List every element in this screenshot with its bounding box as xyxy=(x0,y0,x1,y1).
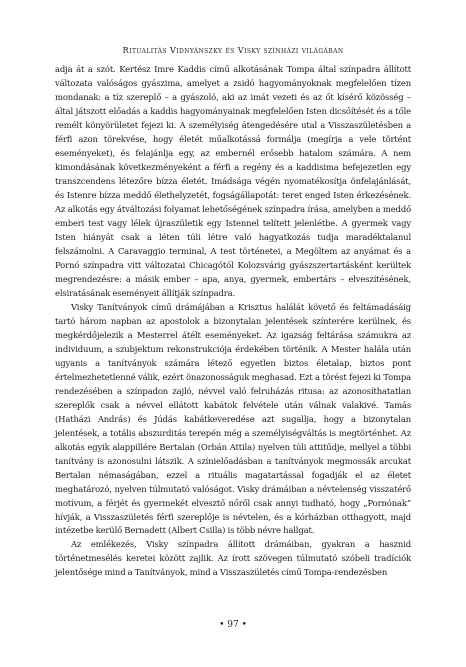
page-number: • 97 • xyxy=(219,620,247,630)
body-text xyxy=(55,63,411,580)
paragraph: Visky Tanítványok című drámájában a Krisztus halálát követő és feltámadásáig tartó három napban az apostolok a bizonytalan jelentések színterére kerülnek, és megkérdőjelezik a Mesterrel átélt eseményeket. Az igazság feltárása számukra az individuum, a szubjektum rekonstrukciója érdekében történik. A Mester halála után ugyanis a tanítványok számára létező egyetlen biztos életalap, biztos pont értelmezhetetlenné válik, ezért önazonosságuk meghasad. Ezt a törést fejezi ki Tompa rendezésében a színpadon zajló, névvel való felruházás ritusa: az azonosíthatatlan szereplők csak a névvel ellátott kabátok felvétele után válnak valakivé. Tamás (Hatházi András) és Júdás kabátkeveredése azt sugallja, hogy a bizonytalan jelentések, a totális abszurditás terepén még a személyiségváltás is megtörténhet. Az alkotás egyik alappillére Bertalan (Orbán Attila) nyelven túli attitűdje, mellyel a többi tanítvány is azonosulni látszik. A színielőadásban a tanítványok megmossák arcukat Bertalan némaságában, ezzel a rituális magatartással fogadják el az életet meghatározó, nyelven túlmutató valóságot. Visky drámáiban a névtelenség visszatérő motívum, a férjét és gyermekét elvesztő nőről csak annyi tudható, hogy „Pornónak” hívják, a Visszaszületés férfi szereplője is névtelen, és a kórházban otthagyott, majd intézetbe kerülő Bernadett (Albert Csilla) is több névre hallgat. xyxy=(55,301,411,536)
paragraph: Az emlékezés, Visky színpadra állított drámáiban, gyakran a hasznid történetmesélés keretei között zajlik. Az írott szövegen túlmutató szóbeli tradíciók jelentősége mind a Tanítványok, mind a Visszaszületés című Tompa-rendezésben xyxy=(55,539,411,578)
paragraph: adja át a szót. Kertész Imre Kaddis című alkotásának Tompa által színpadra állított változata valóságos gyászima, amelyet a zsidó hagyományoknak megfelelően tízen mondanak: a tíz szereplő – a gyászoló, aki az imát vezeti és az őt kísérő közösség – által játszott előadás a kaddis hagyományainak megfelelően Isten dicsőítését és a tőle remélt könyörületet fejezi ki. A személyiség átengedésére utal a Visszaszületésben a férfi azon törekvése, hogy életét műalkotássá formálja (megírja a vele történt eseményeket), és felajánlja egy, az embernél erősebb hatalom számára. A nem kimondásának következményeként a férfi a regény és a kaddisima befejezetlen egy transzcendens létezőre bízza életét. Imádsága végén nyomatékosítja önfelajánlását, és Istenre bízza meddő élethelyzetét, fogságállapotát: teret enged Isten érkezésének. Az alkotás egy átváltozási folyamat lehetőségének színpadra írása, amelyben a meddő emberi test vagy lélek újraszületik egy Istennel telített jelenlétbe. A gyermek vagy Isten hiányát csak a léten túli létre való hagyatkozás tudja maradéktalanul felszámolni. A Caravaggio terminal, A test történetei, a Megöltem az anyámat és a Pornó színpadra vitt változatai Chicagótól Kolozsvárig gyászszertartásként kerültek megrendezésre: a másik ember – apa, anya, gyermek, embertárs – elveszítésének, elsiratásának eseményeit állítják színpadra. xyxy=(55,64,411,298)
running-head: Ritualitás Vidnyánszky és Visky színházi világában xyxy=(122,45,344,55)
